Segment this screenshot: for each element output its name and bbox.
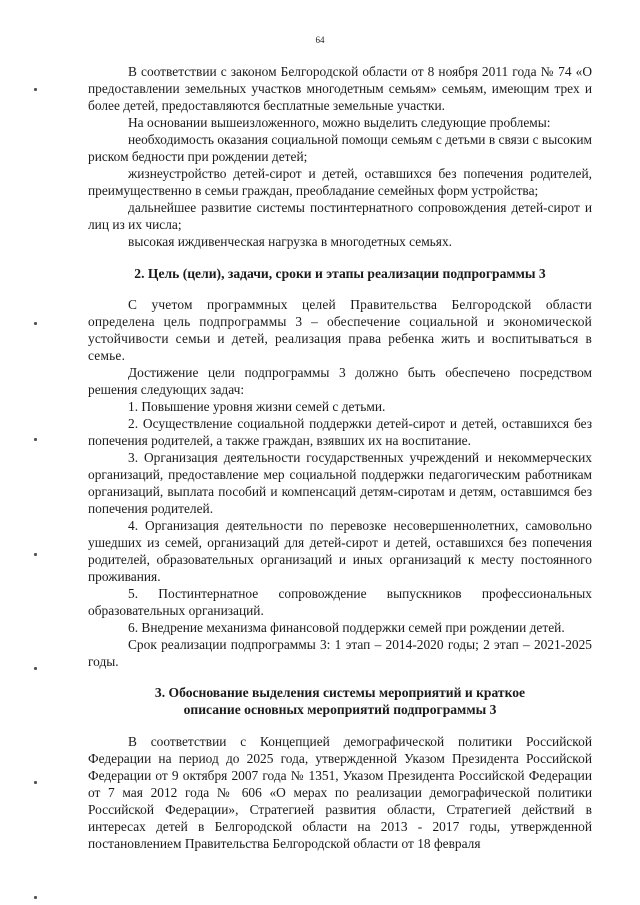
scan-speck [34,438,37,441]
paragraph-problem-3: дальнейшее развитие системы постинтернатного сопровождения детей-сирот и лиц из их числа; [88,200,592,232]
paragraph-problem-1: необходимость оказания социальной помощи семьям с детьми в связи с высоким риском бедности при рождении детей; [88,132,592,164]
scan-speck [34,322,37,325]
task-item-2: 2. Осуществление социальной поддержки детей-сирот и детей, оставшихся без попечения родителей, а также граждан, взявших их на воспитание. [88,416,592,448]
section-3-title-line-2: описание основных мероприятий подпрограммы 3 [183,702,497,717]
paragraph-tasks-intro: Достижение цели подпрограммы 3 должно быть обеспечено посредством решения следующих задач: [88,365,592,397]
paragraph-timeline: Срок реализации подпрограммы 3: 1 этап – 2014-2020 годы; 2 этап – 2021-2025 годы. [88,637,592,669]
task-item-6: 6. Внедрение механизма финансовой поддержки семей при рождении детей. [128,620,565,635]
paragraph-concept: В соответствии с Концепцией демографической политики Российской Федерации на период до 2025 года, утвержденной Указом Президента Российской Федерации от 9 октября 2007 года № 1351, Указом Президента Российской Федерации от 7 мая 2012 года № 606 «О мерах по реализации демографической политики Российской Федерации», Стратегией развития области, Стратегией действий в интересах детей в Белгородской области на 2013 - 2017 годы, утвержденной постановлением Правительства Белгородской области от 18 февраля [88,734,592,851]
scan-speck [34,896,37,899]
scan-speck [34,667,37,670]
page-number: 64 [315,35,325,45]
paragraph-problems-intro: На основании вышеизложенного, можно выделить следующие проблемы: [128,115,551,130]
paragraph-problem-2: жизнеустройство детей-сирот и детей, оставшихся без попечения родителей, преимущественно в семьи граждан, преобладание семейных форм устройства; [88,166,592,198]
paragraph-problem-4: высокая иждивенческая нагрузка в многодетных семьях. [128,234,452,249]
scan-speck [34,88,37,91]
paragraph-goal: С учетом программных целей Правительства Белгородской области определена цель подпрограммы 3 – обеспечение социальной и экономической устойчивости семьи и детей, реализация права ребенка жить и воспитываться в семье. [88,297,592,363]
task-item-4: 4. Организация деятельности по перевозке несовершеннолетних, самовольно ушедших из семей, организаций для детей-сирот и детей, оставшихся без попечения родителей, образовательных организаций и иных организаций к месту постоянного проживания. [88,518,592,584]
scan-speck [34,553,37,556]
section-3-title-line-1: 3. Обоснование выделения системы мероприятий и краткое [154,685,526,700]
document-body [88,63,592,852]
task-item-5: 5. Постинтернатное сопровождение выпускников профессиональных образовательных организаций. [88,586,592,618]
task-item-3: 3. Организация деятельности государственных учреждений и некоммерческих организаций, предоставление мер социальной поддержки педагогическим работникам организаций, выплата пособий и компенсаций детям-сиротам и детям, оставшимся без попечения родителей. [88,450,592,516]
task-item-1: 1. Повышение уровня жизни семей с детьми. [128,399,386,414]
scan-speck [34,781,37,784]
section-3-title [88,684,592,718]
section-2-title: 2. Цель (цели), задачи, сроки и этапы реализации подпрограммы 3 [134,266,546,281]
paragraph-law-reference: В соответствии с законом Белгородской области от 8 ноября 2011 года № 74 «О предоставлении земельных участков многодетным семьям» семьям, имеющим трех и более детей, предоставляются бесплатные земельные участки. [88,64,592,113]
